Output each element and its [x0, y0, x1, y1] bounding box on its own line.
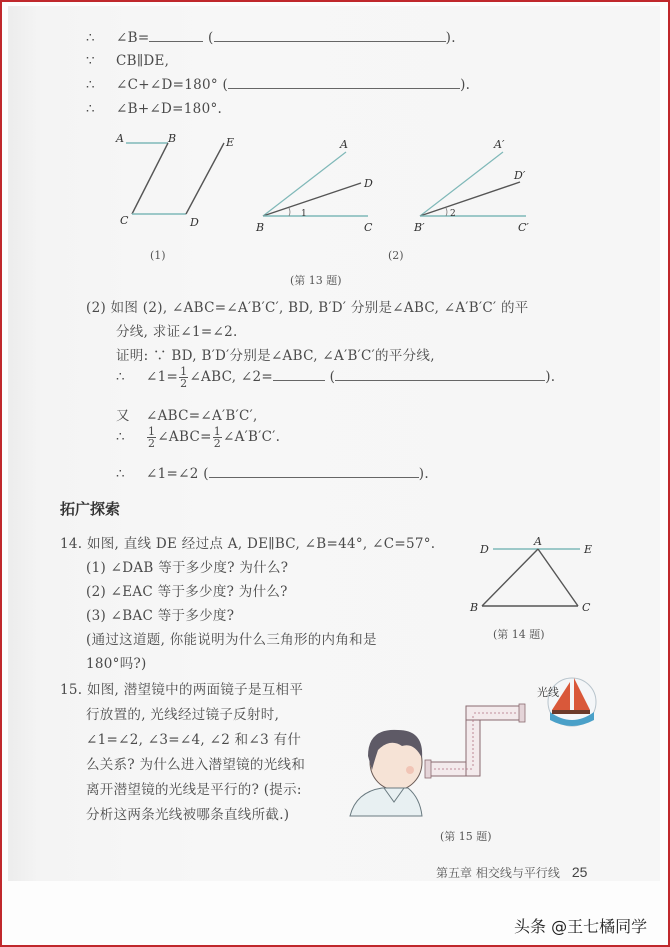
proof-line-1: ∴ ∠B= ( ). — [86, 30, 456, 46]
svg-text:D: D — [480, 543, 489, 556]
svg-text:C′: C′ — [518, 221, 529, 234]
part2-statement-line1: (2) 如图 (2), ∠ABC=∠A′B′C′, BD, B′D′ 分别是∠ABC, ∠A′B′C′ 的平 — [86, 300, 529, 316]
svg-text:B′: B′ — [414, 221, 425, 234]
svg-text:B: B — [470, 601, 479, 614]
proof-line-2: ∵ CB∥DE, — [86, 53, 170, 69]
figure-caption-2: (2) — [388, 249, 404, 262]
periscope-illustration — [338, 666, 608, 826]
svg-text:D′: D′ — [514, 169, 526, 182]
svg-text:1: 1 — [301, 209, 307, 219]
page-footer — [436, 864, 587, 881]
figure-14 — [468, 528, 608, 618]
answer-blank[interactable] — [149, 30, 203, 42]
reason-blank[interactable] — [228, 77, 460, 89]
svg-text:C: C — [364, 221, 373, 234]
part2-proof-line1: 证明: ∵ BD, B′D′分别是∠ABC, ∠A′B′C′的平分线, — [116, 348, 435, 364]
svg-text:A: A — [340, 138, 348, 151]
part2-proof-line3: 又 ∠ABC=∠A′B′C′, — [116, 408, 258, 424]
problem14-q1: (1) ∠DAB 等于多少度? 为什么? — [86, 560, 289, 576]
svg-text:A: A — [534, 535, 542, 548]
fraction-half: $\frac{1}{2}$ — [213, 425, 221, 450]
section-heading: 拓广探索 — [60, 500, 121, 518]
part2-proof-line2: ∴ ∠1= $\frac{1}{2}$ ∠ABC, ∠2= ( ). — [116, 365, 556, 390]
svg-text:E: E — [584, 543, 593, 556]
svg-text:A′: A′ — [494, 138, 505, 151]
problem15-line3: ∠1=∠2, ∠3=∠4, ∠2 和∠3 有什 — [86, 732, 302, 748]
problem15-line2: 行放置的, 光线经过镜子反射时, — [86, 707, 280, 723]
proof-line-4: ∴ ∠B+∠D=180°. — [86, 101, 223, 117]
problem15-line5: 离开潜望镜的光线是平行的? (提示: — [86, 782, 302, 798]
chapter-title: 第五章 相交线与平行线 — [436, 866, 560, 880]
problem14-q2: (2) ∠EAC 等于多少度? 为什么? — [86, 584, 288, 600]
svg-text:2: 2 — [450, 209, 456, 219]
problem15-line4: 么关系? 为什么进入潜望镜的光线和 — [86, 757, 306, 773]
because-symbol: ∵ — [86, 53, 95, 69]
fraction-half: $\frac{1}{2}$ — [148, 425, 156, 450]
svg-text:C: C — [120, 214, 129, 227]
problem14-note-line2: 180°吗?) — [86, 656, 147, 672]
part2-statement-line2: 分线, 求证∠1=∠2. — [116, 324, 238, 340]
figure-15-caption: (第 15 题) — [440, 830, 492, 843]
svg-text:A: A — [116, 132, 124, 145]
problem14-note-line1: (通过这道题, 你能说明为什么三角形的内角和是 — [86, 632, 377, 648]
answer-blank[interactable] — [273, 369, 325, 381]
therefore-symbol: ∴ — [86, 30, 95, 46]
therefore-symbol: ∴ — [86, 77, 95, 93]
problem15-line1: 15. 如图, 潜望镜中的两面镜子是互相平 — [60, 682, 304, 698]
figure-14-caption: (第 14 题) — [493, 628, 545, 641]
proof-line-3: ∴ ∠C+∠D=180° ( ). — [86, 77, 471, 93]
svg-text:D: D — [190, 216, 199, 229]
reason-blank[interactable] — [209, 466, 419, 478]
reason-blank[interactable] — [335, 369, 545, 381]
svg-text:B: B — [256, 221, 265, 234]
svg-text:D: D — [364, 177, 373, 190]
problem14-statement: 14. 如图, 直线 DE 经过点 A, DE∥BC, ∠B=44°, ∠C=57°. — [60, 536, 436, 552]
svg-text:C: C — [582, 601, 591, 614]
svg-text:光线: 光线 — [537, 686, 559, 699]
reason-blank[interactable] — [214, 30, 446, 42]
fraction-half: $\frac{1}{2}$ — [180, 365, 188, 390]
figure-13 — [108, 126, 548, 296]
svg-text:E: E — [226, 136, 235, 149]
page-number: 25 — [571, 864, 588, 880]
part2-proof-line5: ∴ ∠1=∠2 ( ). — [116, 466, 429, 482]
textbook-page — [8, 6, 660, 881]
part2-proof-line4: ∴ $\frac{1}{2}$ ∠ABC= $\frac{1}{2}$ ∠A′B′C′. — [116, 425, 281, 450]
problem14-q3: (3) ∠BAC 等于多少度? — [86, 608, 235, 624]
figure-13-caption: (第 13 题) — [290, 274, 342, 287]
watermark: 头条 @王七橘同学 — [514, 917, 648, 936]
figure-caption-1: (1) — [150, 249, 166, 262]
problem15-line6: 分析这两条光线被哪条直线所截.) — [86, 807, 290, 823]
svg-text:B: B — [168, 132, 177, 145]
therefore-symbol: ∴ — [86, 101, 95, 117]
